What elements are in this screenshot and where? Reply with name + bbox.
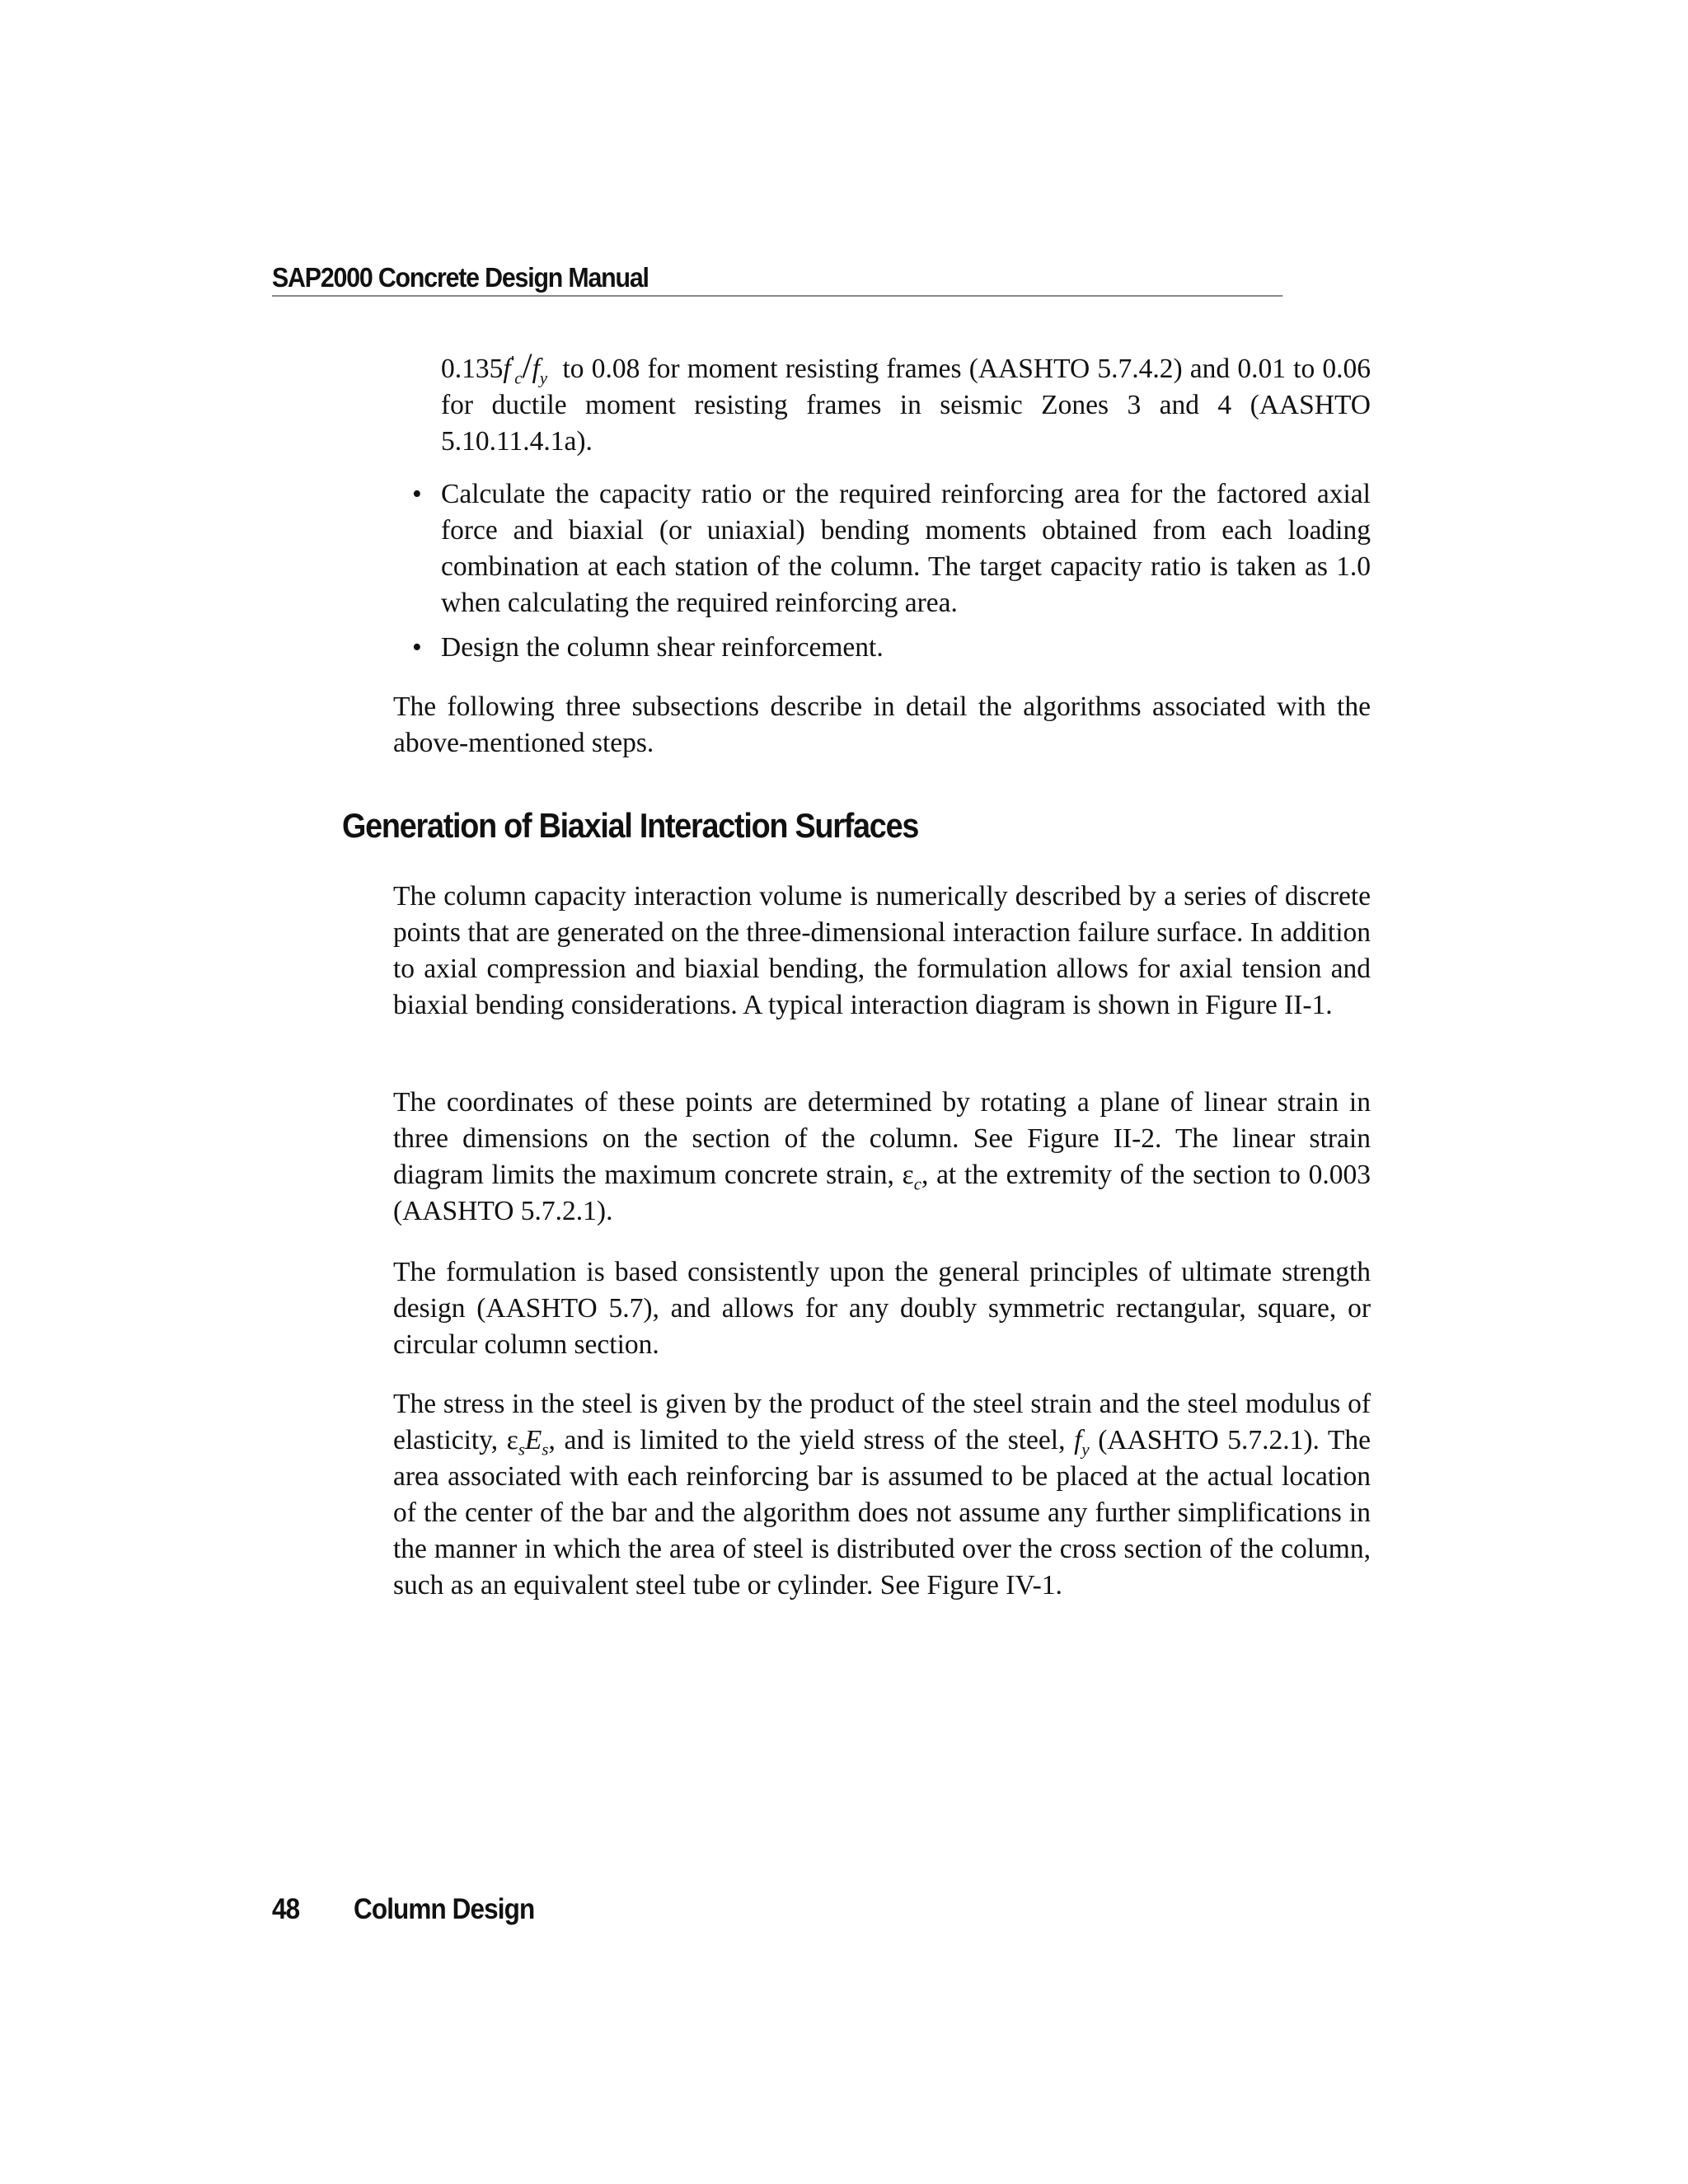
page-number: 48 — [272, 1893, 300, 1925]
manual-title: SAP2000 Concrete Design Manual — [272, 262, 649, 293]
paragraph-interaction-volume: The column capacity interaction volume is numerically described by a series of discrete points that are generated on the three-dimensional interaction failure surface. In addition to axial compression and biaxial bending, the formulation allows for axial tension and biaxial bending considerations. A typical interaction diagram is shown in Figure II-1. — [393, 881, 1371, 1020]
epsilon-s-subscript: s — [518, 1440, 525, 1460]
fc-symbol: f — [503, 354, 511, 384]
modulus-subscript: s — [542, 1440, 549, 1460]
fraction-slash: / — [522, 346, 532, 386]
epsilon-c-symbol: ε — [902, 1160, 914, 1190]
modulus-symbol: E — [524, 1425, 542, 1455]
bullet-continuation — [441, 346, 1371, 460]
section-heading: Generation of Biaxial Interaction Surfaces — [342, 806, 919, 845]
bullet-item-capacity-ratio: Calculate the capacity ratio or the required reinforcing area for the factored axial force and biaxial (or uniaxial) bending moments obtained from each loading combination at each station of the column. The target capacity ratio is taken as 1.0 when calculating the required reinforcing area. — [441, 479, 1371, 618]
bullet-1-marker: • — [412, 479, 422, 509]
paragraph-steel-stress — [393, 1386, 1371, 1604]
fc-subscript: c — [514, 368, 523, 388]
intro-paragraph: The following three subsections describe in detail the algorithms associated with the above-mentioned steps. — [393, 691, 1371, 758]
epsilon-s-symbol: ε — [506, 1425, 518, 1455]
strain-text-a: The coordinates of these points are determined by rotating a plane of linear strain in three dimensions on the section of the column. See Figure II-2. The linear strain diagram limits the maximum concrete strain, — [393, 1087, 1371, 1190]
yield-symbol: f — [1074, 1425, 1082, 1455]
chapter-title: Column Design — [354, 1893, 535, 1925]
strain-text-b: , at the extremity of the section to 0.003 (AASHTO 5.7.2.1). — [393, 1160, 1371, 1226]
continuation-text: to 0.08 for moment resisting frames (AASHTO 5.7.4.2) and 0.01 to 0.06 for ductile moment resisting frames in seismic Zones 3 and 4 (AASHTO 5.10.11.4.1a). — [441, 354, 1371, 457]
steel-text-b: , and is limited to the yield stress of the steel, — [548, 1425, 1075, 1455]
steel-text-a: The stress in the steel is given by the product of the steel strain and the steel modulus of elasticity, — [393, 1389, 1371, 1455]
steel-text-c: (AASHTO 5.7.2.1). The area associated with each reinforcing bar is assumed to be placed at the actual location of the center of the bar and the algorithm does not assume any further simplifications in the manner in which the area of steel is distributed over the cross section of the column, such as an equivalent steel tube or cylinder. See Figure IV-1. — [393, 1425, 1371, 1601]
fy-symbol: f — [532, 354, 540, 384]
running-header — [272, 262, 1282, 297]
paragraph-linear-strain — [393, 1085, 1371, 1230]
paragraph-formulation: The formulation is based consistently upon the general principles of ultimate strength design (AASHTO 5.7), and allows for any doubly symmetric rectangular, square, or circular column section. — [393, 1257, 1371, 1360]
fy-subscript: y — [539, 368, 548, 388]
yield-subscript: y — [1081, 1440, 1090, 1460]
fc-prime: ′ — [510, 352, 515, 372]
bullet-2-marker: • — [412, 632, 422, 663]
ratio-coefficient: 0.135 — [441, 354, 504, 384]
bullet-item-shear: Design the column shear reinforcement. — [441, 632, 884, 663]
epsilon-c-subscript: c — [913, 1174, 921, 1194]
